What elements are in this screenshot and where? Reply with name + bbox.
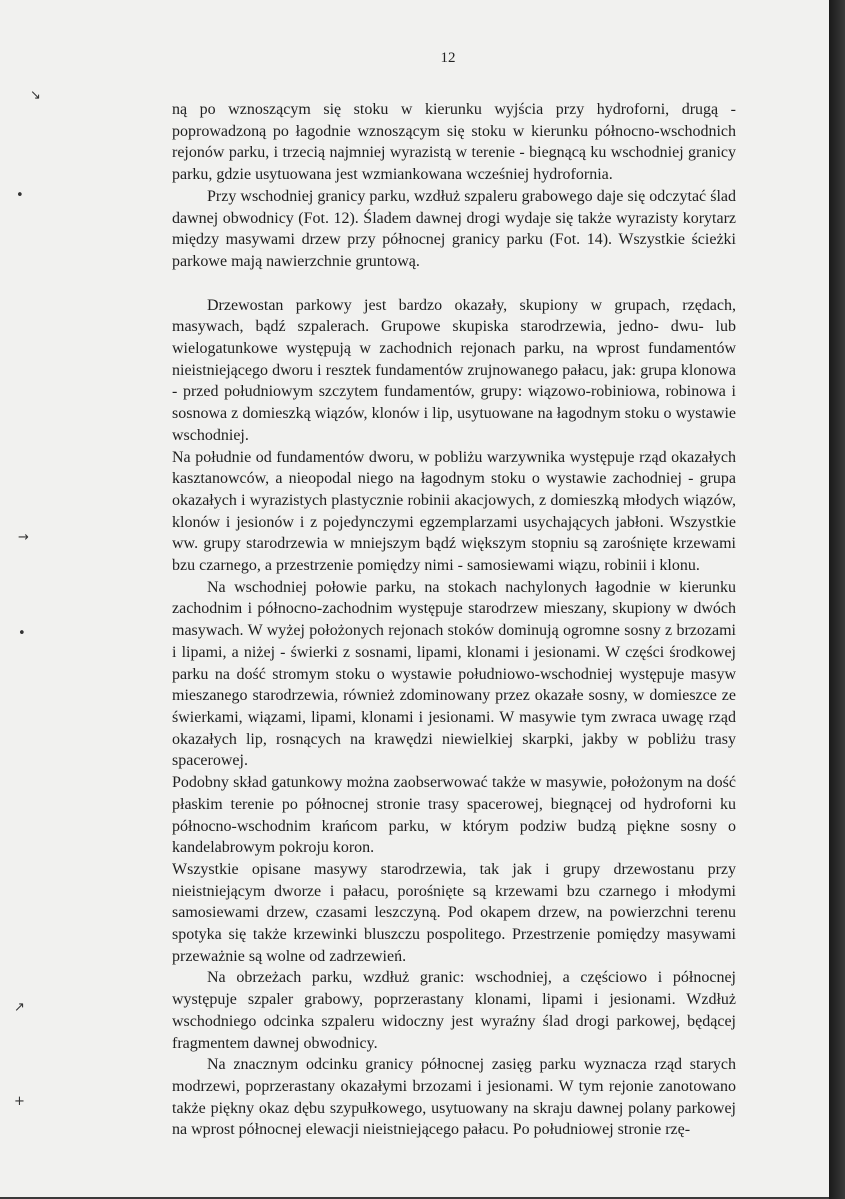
paragraph: Na obrzeżach parku, wzdłuż granic: wschodniej, a częściowo i północnej występuje szpaler grabowy, poprzerastany klonami, lipami i jesionami. Wzdłuż wschodniego odcinka szpaleru widoczny jest wyraźny ślad drogi parkowej, będącej fragmentem dawnej obwodnicy.: [172, 969, 736, 1052]
body-text: [172, 99, 736, 1141]
punch-mark-icon: ↘: [30, 88, 41, 103]
paragraph: Na południe od fundamentów dworu, w pobliżu warzywnika występuje rząd okazałych kasztanowców, a nieopodal niego na łagodnym stoku o wystawie zachodniej - grupa okazałych i wyrazistych plastycznie robinii akacjowych, z domieszką młodych wiązów, klonów i jesionów i z pojedynczymi egzemplarzami usychających jabłoni. Wszystkie ww. grupy starodrzewia w mniejszym bądź większym stopniu są zarośnięte krzewami bzu czarnego, a przestrzenie pomiędzy nimi - samosiewami wiązu, robinii i klonu.: [172, 448, 736, 575]
punch-mark-icon: +: [14, 1094, 25, 1109]
punch-mark-icon: →: [18, 530, 29, 545]
paragraph: Podobny skład gatunkowy można zaobserwować także w masywie, położonym na dość płaskim terenie po północnej stronie trasy spacerowej, biegnącej od hydroforni ku północno-wschodnim krańcom parku, w którym podziw budzą piękne sosny o kandelabrowym pokroju koron.: [172, 774, 736, 857]
punch-mark-icon: •: [16, 188, 24, 203]
scan-edge: [829, 0, 845, 1199]
paragraph: Przy wschodniej granicy parku, wzdłuż szpaleru grabowego daje się odczytać ślad dawnej obwodnicy (Fot. 12). Śladem dawnej drogi wydaje się także wyrazisty korytarz między masywami drzew przy północnej granicy parku (Fot. 14). Wszystkie ścieżki parkowe mają nawierzchnie gruntową.: [172, 187, 736, 270]
paragraph: Wszystkie opisane masywy starodrzewia, tak jak i grupy drzewostanu przy nieistniejącym dworze i pałacu, porośnięte są krzewami bzu czarnego i młodymi samosiewami drzew, czasami leszczyną. Pod okapem drzew, na powierzchni terenu spotyka się także krzewinki bluszczu pospolitego. Przestrzenie pomiędzy masywami przeważnie są wolne od zadrzewień.: [172, 860, 736, 965]
punch-mark-icon: ↗: [14, 1000, 25, 1015]
punch-mark-icon: •: [18, 626, 26, 641]
paragraph: Na znacznym odcinku granicy północnej zasięg parku wyznacza rząd starych modrzewi, poprzerastany okazałymi brzozami i jesionami. W tym rejonie zanotowano także piękny okaz dębu szypułkowego, usytuowany na skraju dawnej polany parkowej na wprost północnej elewacji nieistniejącego pałacu. Po południowej stronie rzę-: [172, 1056, 736, 1139]
page-number: 12: [440, 50, 456, 66]
paragraph: Drzewostan parkowy jest bardzo okazały, skupiony w grupach, rzędach, masywach, bądź szpalerach. Grupowe skupiska starodrzewia, jedno- dwu- lub wielogatunkowe występują w zachodnich rejonach parku, na wprost fundamentów nieistniejącego dworu i resztek fundamentów zrujnowanego pałacu, jak: grupa klonowa - przed południowym szczytem fundamentów, grupy: wiązowo-robiniowa, robinowa i sosnowa z domieszką wiązów, klonów i lip, usytuowane na łagodnym stoku o wystawie wschodniej.: [172, 296, 736, 444]
paragraph: ną po wznoszącym się stoku w kierunku wyjścia przy hydroforni, drugą - poprowadzoną po łagodnie wznoszącym się stoku w kierunku północno-wschodnich rejonów parku, i trzecią najmniej wyrazistą w terenie - biegnącą ku wschodniej granicy parku, gdzie usytuowana jest wzmiankowana wcześniej hydrofornia.: [172, 101, 736, 184]
paragraph: Na wschodniej połowie parku, na stokach nachylonych łagodnie w kierunku zachodnim i północno-zachodnim występuje starodrzew mieszany, skupiony w dwóch masywach. W wyżej położonych rejonach stoków dominują ogromne sosny z brzozami i lipami, a niżej - świerki z sosnami, lipami, klonami i jesionami. W części środkowej parku na dość stromym stoku o wystawie południowo-wschodniej występuje masyw mieszanego starodrzewia, również zdominowany przez okazałe sosny, w domieszce ze świerkami, wiązami, lipami, klonami i jesionami. W masywie tym zwraca uwagę rząd okazałych lip, rosnących na krawędzi niewielkiej skarpki, jakby w pobliżu trasy spacerowej.: [172, 578, 736, 770]
